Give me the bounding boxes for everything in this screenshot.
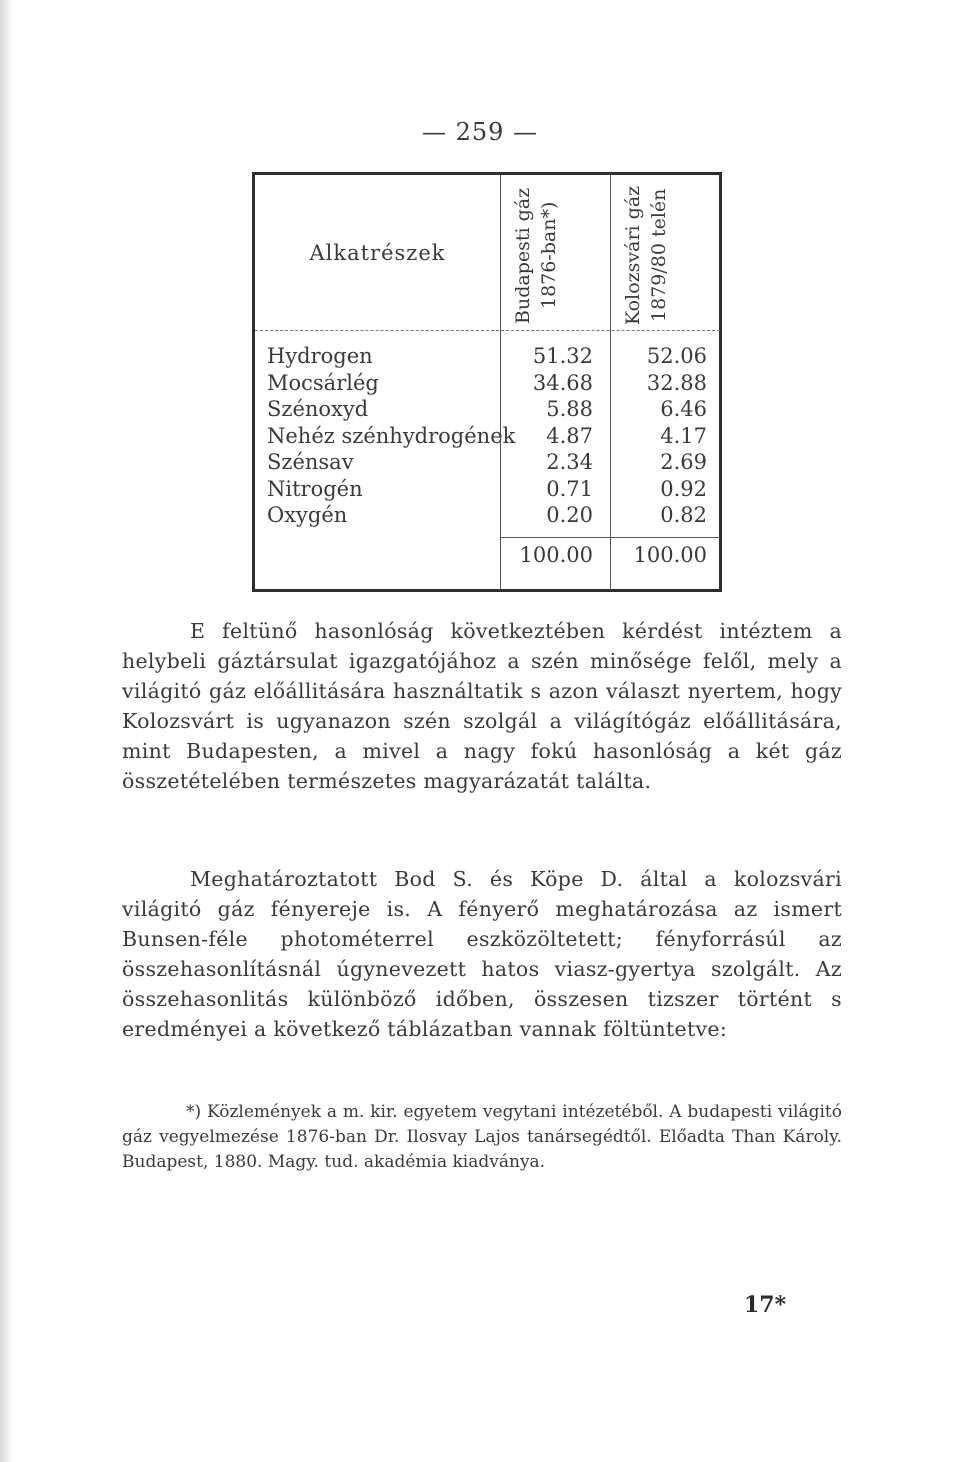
totals-row (255, 543, 720, 567)
kolozsvar-value: 0.82 (660, 503, 707, 527)
page-number: — 259 — (421, 118, 539, 146)
component-name: Hydrogen (267, 344, 373, 368)
table-row (255, 370, 720, 397)
paragraph-text: Meghatároztatott Bod S. és Köpe D. által a kolozsvári világitó gáz fényereje is. A fényerő meghatározása az ismert Bunsen-féle photométerrel eszközöltetett; fényforrásúl az összehasonlításnál úgynevezett hatos viasz-gyertya szolgált. Az összehasonlitás különböző időben, összesen tizszer történt s eredményei a következő táblázatban vannak föltüntetve: (122, 867, 842, 1041)
table-row (255, 476, 720, 503)
component-name: Nehéz szénhydrogének (267, 423, 516, 448)
header-kolozsvar-gas: Kolozsvári gáz 1879/80 telén (622, 185, 670, 326)
table-row (255, 343, 720, 370)
paragraph-luminosity (122, 864, 842, 1044)
paragraph-similarity (122, 616, 842, 796)
component-name: Szénsav (267, 450, 354, 474)
header-divider (255, 330, 720, 331)
kolozsvar-total: 100.00 (633, 543, 707, 567)
table-row (255, 502, 720, 529)
signature-mark: 17* (744, 1292, 787, 1318)
table-row (255, 449, 720, 476)
component-name: Oxygén (267, 503, 348, 527)
table-row (255, 423, 720, 450)
gas-composition-table (252, 172, 722, 592)
budapest-total: 100.00 (519, 543, 593, 567)
kolozsvar-value: 0.92 (660, 476, 707, 501)
header-components: Alkatrészek (309, 240, 446, 265)
budapest-value: 0.71 (546, 476, 593, 501)
page-edge (0, 0, 14, 1462)
header-budapest-gas: Budapesti gáz 1876-ban*) (512, 187, 560, 324)
table-row (255, 396, 720, 423)
kolozsvar-value: 6.46 (660, 397, 707, 421)
budapest-value: 5.88 (546, 397, 593, 421)
kolozsvar-value: 32.88 (646, 370, 707, 395)
component-name: Szénoxyd (267, 397, 369, 421)
budapest-value: 4.87 (546, 423, 593, 448)
table-body (255, 343, 720, 529)
component-name: Mocsárlég (267, 370, 379, 395)
budapest-value: 34.68 (532, 370, 593, 395)
footnote-text: *) Közlemények a m. kir. egyetem vegytani intézetéből. A budapesti világitó gáz vegyelmezése 1876-ban Dr. Ilosvay Lajos tanársegédtől. Előadta Than Károly. Budapest, 1880. Magy. tud. akadémia kiadványa. (122, 1102, 842, 1172)
budapest-value: 51.32 (532, 344, 593, 368)
kolozsvar-value: 2.69 (660, 450, 707, 474)
budapest-value: 2.34 (546, 450, 593, 474)
kolozsvar-value: 52.06 (646, 344, 707, 368)
sum-divider (500, 537, 720, 538)
component-name: Nitrogén (267, 476, 363, 501)
kolozsvar-value: 4.17 (660, 423, 707, 448)
budapest-value: 0.20 (546, 503, 593, 527)
paragraph-text: E feltünő hasonlóság következtében kérdést intéztem a helybeli gáztársulat igazgatójához a szén minősége felől, mely a világitó gáz előállitására használtatik s azon választ nyertem, hogy Kolozsvárt is ugyanazon szén szolgál a világítógáz előállitására, mint Budapesten, a mivel a nagy fokú hasonlóság a két gáz összetételében természetes magyarázatát találta. (122, 619, 842, 793)
footnote (122, 1100, 842, 1175)
